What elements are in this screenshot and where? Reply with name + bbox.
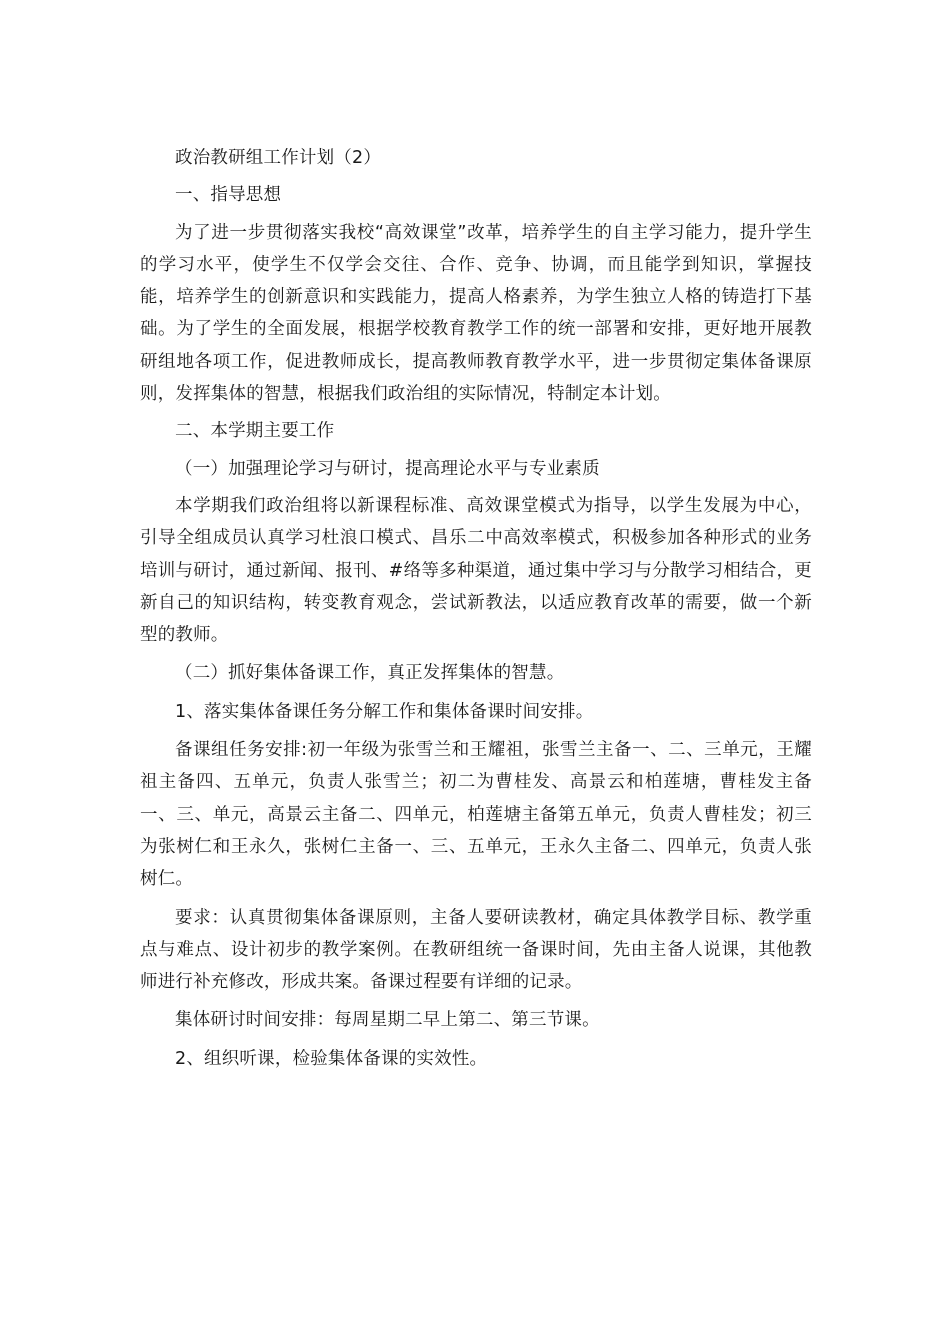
paragraph-guiding-thought: 为了进一步贯彻落实我校“高效课堂”改革，培养学生的自主学习能力，提升学生的学习水平，使学生不仅学会交往、合作、竞争、协调，而且能学到知识，掌握技能，培养学生的创新意识和实践能力，提高人格素养，为学生独立人格的铸造打下基础。为了学生的全面发展，根据学校教育教学工作的统一部署和安排，更好地开展教研组地各项工作，促进教师成长，提高教师教育教学水平，进一步贯彻定集体备课原则，发挥集体的智慧，根据我们政治组的实际情况，特制定本计划。 bbox=[140, 222, 812, 405]
subsection-heading-theory-study: （一）加强理论学习与研讨，提高理论水平与专业素质 bbox=[175, 458, 600, 479]
paragraph-task-allocation: 备课组任务安排:初一年级为张雪兰和王耀祖，张雪兰主备一、二、三单元，王耀祖主备四、五单元，负责人张雪兰；初二为曹桂发、高景云和柏莲塘，曹桂发主备一、三、单元，高景云主备二、四单元，柏莲塘主备第五单元，负责人曹桂发；初三为张树仁和王永久，张树仁主备一、三、五单元，王永久主备二、四单元，负责人张树仁。 bbox=[140, 740, 812, 890]
paragraph-theory-study: 本学期我们政治组将以新课程标准、高效课堂模式为指导，以学生发展为中心，引导全组成员认真学习杜浪口模式、昌乐二中高效率模式，积极参加各种形式的业务培训与研讨，通过新闻、报刊、#络等多种渠道，通过集中学习与分散学习相结合，更新自己的知识结构，转变教育观念，尝试新教法，以适应教育改革的需要，做一个新型的教师。 bbox=[140, 495, 812, 646]
item-heading-lesson-observation: 2、组织听课，检验集体备课的实效性。 bbox=[175, 1048, 488, 1069]
document-title: 政治教研组工作计划（2） bbox=[175, 148, 382, 168]
paragraph-schedule: 集体研讨时间安排：每周星期二早上第二、第三节课。 bbox=[175, 1010, 600, 1031]
subsection-heading-collective-prep: （二）抓好集体备课工作，真正发挥集体的智慧。 bbox=[175, 663, 565, 684]
section-heading-guiding-thought: 一、指导思想 bbox=[175, 185, 282, 206]
document-body bbox=[140, 142, 812, 1075]
section-heading-main-work: 二、本学期主要工作 bbox=[175, 421, 335, 442]
paragraph-requirements: 要求：认真贯彻集体备课原则，主备人要研读教材，确定具体教学目标、教学重点与难点、设计初步的教学案例。在教研组统一备课时间，先由主备人说课，其他教师进行补充修改，形成共案。备课过程要有详细的记录。 bbox=[140, 907, 812, 993]
item-heading-task-allocation: 1、落实集体备课任务分解工作和集体备课时间安排。 bbox=[175, 701, 594, 722]
